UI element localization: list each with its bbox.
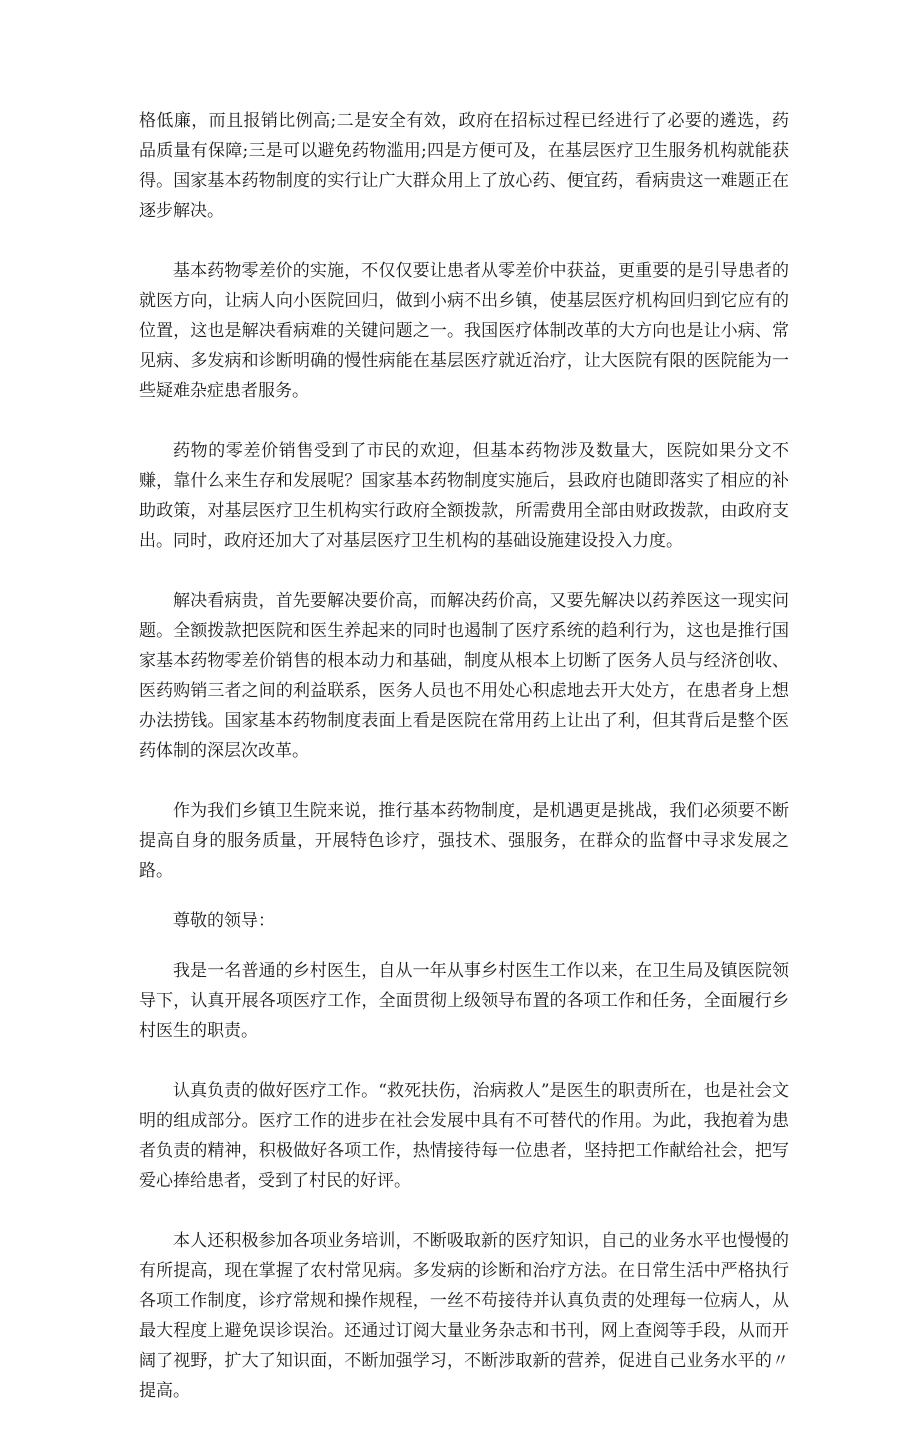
- paragraph-2: 基本药物零差价的实施，不仅仅要让患者从零差价中获益，更重要的是引导患者的就医方向，让病人向小医院回归，做到小病不出乡镇，使基层医疗机构回归到它应有的位置，这也是解决看病难的关键问题之一。我国医疗体制改革的大方向也是让小病、常见病、多发病和诊断明确的慢性病能在基层医疗就近治疗，让大医院有限的医院能为一些疑难杂症患者服务。: [139, 261, 789, 401]
- paragraph-1: 格低廉，而且报销比例高;二是安全有效，政府在招标过程已经进行了必要的遴选，药品质量有保障;三是可以避免药物滥用;四是方便可及，在基层医疗卫生服务机构就能获得。国家基本药物制度的实行让广大群众用上了放心药、便宜药，看病贵这一难题正在逐步解决。: [139, 111, 789, 221]
- paragraph-3: 药物的零差价销售受到了市民的欢迎，但基本药物涉及数量大，医院如果分文不赚，靠什么来生存和发展呢？国家基本药物制度实施后，县政府也随即落实了相应的补助政策，对基层医疗卫生机构实行政府全额拨款，所需费用全部由财政拨款，由政府支出。同时，政府还加大了对基层医疗卫生机构的基础设施建设投入力度。: [139, 441, 789, 551]
- paragraph-4: 解决看病贵，首先要解决要价高，而解决药价高，又要先解决以药养医这一现实问题。全额拨款把医院和医生养起来的同时也遏制了医疗系统的趋利行为，这也是推行国家基本药物零差价销售的根本动力和基础，制度从根本上切断了医务人员与经济创收、医药购销三者之间的利益联系，医务人员也不用处心积虑地去开大处方，在患者身上想办法捞钱。国家基本药物制度表面上看是医院在常用药上让出了利，但其背后是整个医药体制的深层次改革。: [139, 591, 789, 761]
- salutation: 尊敬的领导：: [173, 911, 275, 931]
- paragraph-6: 我是一名普通的乡村医生，自从一年从事乡村医生工作以来，在卫生局及镇医院领导下，认真开展各项医疗工作，全面贯彻上级领导布置的各项工作和任务，全面履行乡村医生的职责。: [139, 961, 789, 1041]
- paragraph-5: 作为我们乡镇卫生院来说，推行基本药物制度，是机遇更是挑战，我们必须要不断提高自身的服务质量，开展特色诊疗，强技术、强服务，在群众的监督中寻求发展之路。: [139, 801, 789, 881]
- paragraph-7: 认真负责的做好医疗工作。“救死扶伤，治病救人”是医生的职责所在，也是社会文明的组成部分。医疗工作的进步在社会发展中具有不可替代的作用。为此，我抱着为患者负责的精神，积极做好各项工作，热情接待每一位患者，坚持把工作献给社会，把写爱心捧给患者，受到了村民的好评。: [139, 1081, 789, 1191]
- paragraph-8: 本人还积极参加各项业务培训，不断吸取新的医疗知识，自己的业务水平也慢慢的有所提高，现在掌握了农村常见病。多发病的诊断和治疗方法。在日常生活中严格执行各项工作制度，诊疗常规和操作规程，一丝不苟接待并认真负责的处理每一位病人，从最大程度上避免误诊误治。还通过订阅大量业务杂志和书刊，网上查阅等手段，从而开阔了视野，扩大了知识面，不断加强学习，不断涉取新的营养，促进自己业务水平的〃提高。: [139, 1231, 789, 1401]
- document-body: [139, 106, 789, 1436]
